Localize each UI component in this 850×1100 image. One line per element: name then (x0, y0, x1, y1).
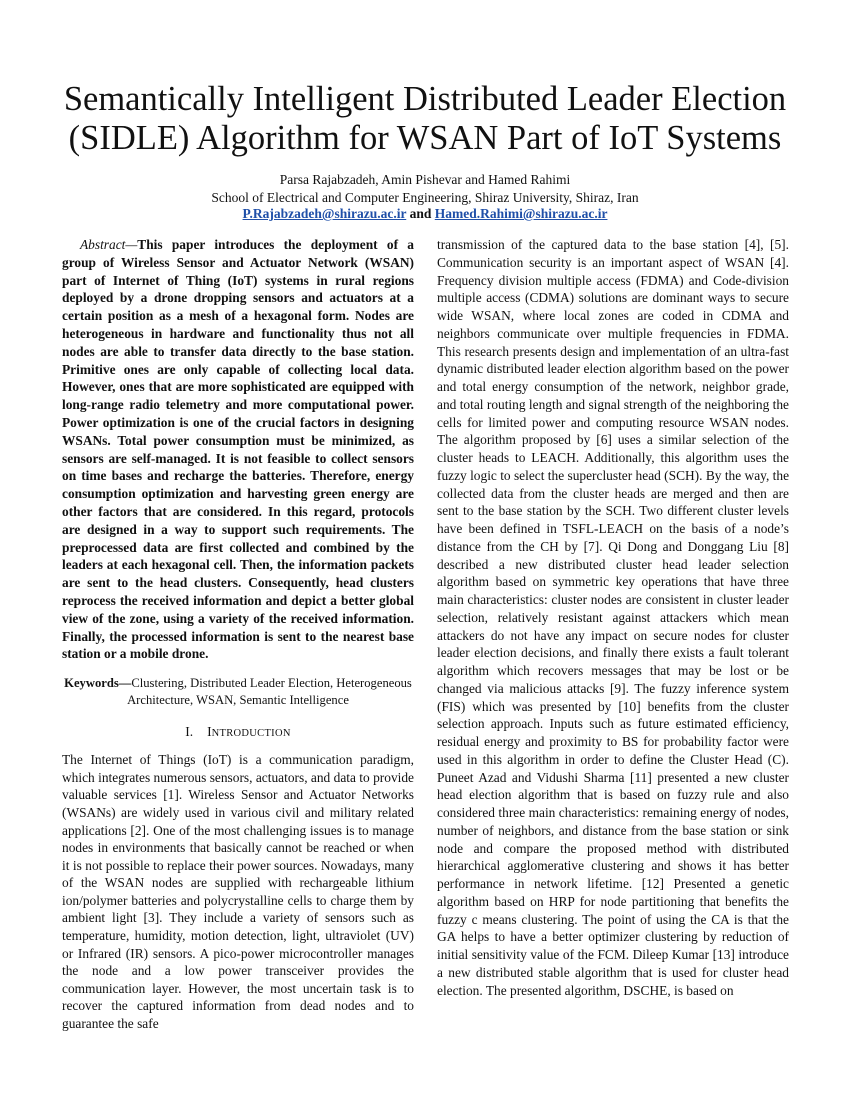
affiliation: School of Electrical and Computer Engineering, Shiraz University, Shiraz, Iran (211, 190, 639, 205)
paper-title: Semantically Intelligent Distributed Leader Election (SIDLE) Algorithm for WSAN Part of IoT Systems (63, 80, 787, 157)
introduction-paragraph: The Internet of Things (IoT) is a communication paradigm, which integrates numerous sensors, actuators, and data to provide valuable services [1]. Wireless Sensor and Actuator Networks (WSANs) are widely used in various civil and military related applications [2]. One of the most challenging issues is to manage nodes in environments that basically cannot be reached or when it is not possible to replace their power sources. Nowadays, many of the WSAN nodes are supplied with rechargeable lithium ion/polymer batteries and polycrystalline cells to charge them by ambient light [3]. They include a variety of sensors such as temperature, humidity, motion detection, light, ultraviolet (UV) or Infrared (IR) sensors. A pico-power microcontroller manages the node and a low power transceiver provides the communication layer. However, the most uncertain task is to recover the captured information from dead nodes and to guarantee the safe (62, 752, 414, 1032)
author-list: Parsa Rajabzadeh, Amin Pishevar and Hamed Rahimi (279, 172, 571, 187)
right-column-paragraph: transmission of the captured data to the base station [4], [5]. Communication security is an important aspect of WSAN [4]. Frequency division multiple access (FDMA) and Code-division multiple access (CDMA) solutions are dominant ways to secure wide WSAN, where local zones are coded in CDMA and neighbors communicate over multiple frequencies in FDMA. This research presents design and implementation of an ultra-fast dynamic distributed leader election algorithm based on the power and total energy consumption of the network, neighbor grade, and total routing length and signal strength of the neighboring the cells for limited power and computing resource WSAN nodes. The algorithm proposed by [6] uses a similar selection of the cluster heads to LEACH. Additionally, this algorithm uses the fuzzy logic to select the supercluster head (SCH). By the way, the collected data from the cluster heads are merged and then are sent to the base station by the SCH. Two different cluster levels have been defined in TSFL-LEACH on the basis of a node’s distance from the CH by [7]. Qi Dong and Donggang Liu [8] described a new distributed cluster head leader selection algorithm based on symmetric key operations that have three main characteristics: cluster nodes are consistent in cluster leader selection, relatively resistant against attackers which mean attackers do not have any impact on secure nodes for cluster leader election decisions, and finally there exists a fault tolerant algorithm which recovers messages that may be lost or be changed via malicious attacks [9]. The fuzzy inference system (FIS) which was presented by [10] benefits from the cluster selection approach. Inputs such as future estimated efficiency, residual energy and proximity to BS for probability factor were used in this algorithm in order to define the Cluster Head (C). Puneet Azad and Vidushi Sharma [11] presented a new cluster head election algorithm that is based on fuzzy rule and also considered three main characteristics: remaining energy of nodes, number of neighbors, and distance from the base station or sink node and compare the proposed method with distributed hierarchical agglomerative clustering and shows it has better performance in network lifetime. [12] Presented a genetic algorithm based on HRP for node partitioning that benefits the fuzzy c means clustering. The point of using the CA is that the GA helps to have a better optimizer clustering by reduction of initial sensitivity value of the FCM. Dileep Kumar [13] introduce a new distributed stable algorithm that is used for cluster head election. The presented algorithm, DSCHE, is based on (437, 237, 790, 998)
keywords (62, 675, 414, 709)
section-title-rest: NTRODUCTION (211, 728, 291, 740)
section-number: I. (185, 724, 194, 740)
email-joiner: and (409, 206, 432, 221)
author-emails (60, 205, 790, 223)
left-column (62, 236, 414, 1033)
right-column (437, 236, 789, 999)
abstract (62, 236, 414, 663)
email-link-rajabzadeh[interactable]: P.Rajabzadeh@shirazu.ac.ir (242, 206, 407, 221)
abstract-label: Abstract— (80, 237, 138, 252)
keywords-text: Clustering, Distributed Leader Election, Heterogeneous Architecture, WSAN, Semantic Intelligence (127, 676, 412, 708)
abstract-text: This paper introduces the deployment of a group of Wireless Sensor and Actuator Network (WSAN) part of Internet of Thing (IoT) systems in rural regions deployed by a drone dropping sensors and actuators at a certain position as a mesh of a hexagonal form. Nodes are heterogeneous in hardware and functionality thus not all nodes are able to transfer data directly to the base station. Primitive ones are only capable of collecting local data. However, ones that are more sophisticated are equipped with long-range radio telemetry and more computational power. Power optimization is one of the crucial factors in designing WSANs. Total power consumption must be minimized, as sensors are self-managed. It is not feasible to collect sensors on time bases and recharge the batteries. Therefore, energy consumption optimization and harvesting green energy are other factors that are considered. In this regard, protocols are designed in a way to support such requirements. The preprocessed data are first collected and combined by the leaders at each hexagonal cell. Then, the information packets are sent to the head clusters. Consequently, head clusters reprocess the received information and depict a better global view of the zone, using a variety of the received information. Finally, the processed information is sent to the nearest base station or a mobile drone. (62, 237, 414, 662)
keywords-label: Keywords— (64, 676, 132, 691)
section-heading-introduction (62, 723, 414, 743)
email-link-rahimi[interactable]: Hamed.Rahimi@shirazu.ac.ir (434, 206, 608, 221)
section-title-initial: I (207, 724, 212, 740)
